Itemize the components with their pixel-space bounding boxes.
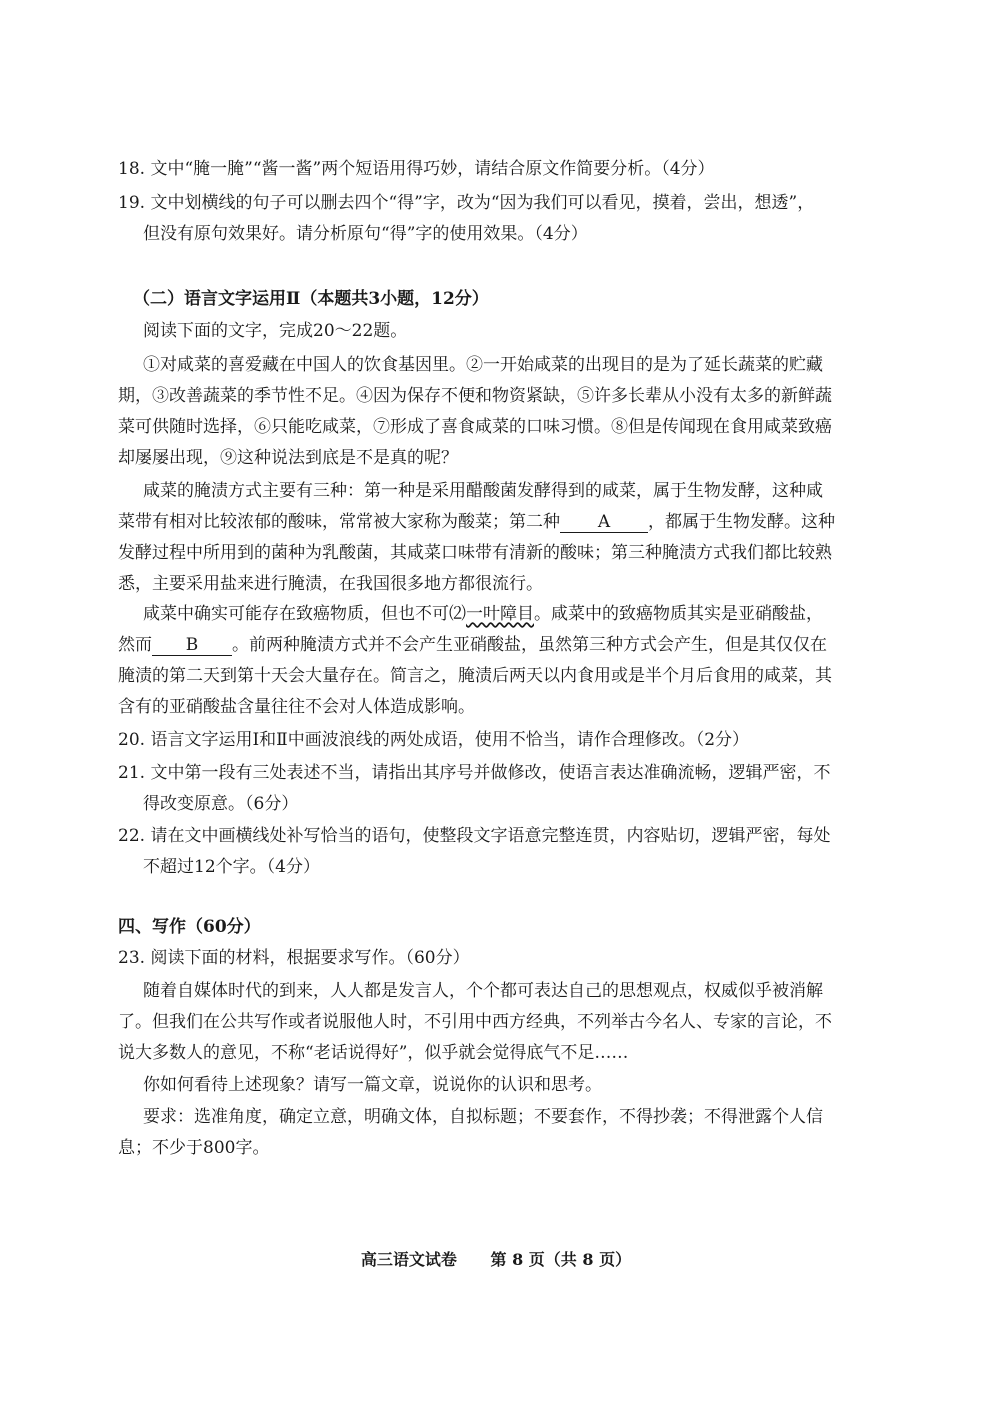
section-heading: （二）语言文字运用Ⅱ（本题共3小题，12分） [133, 289, 489, 309]
question-23 [118, 946, 470, 970]
page-footer [0, 1249, 992, 1271]
passage-line: 含有的亚硝酸盐含量往往不会对人体造成影响。 [118, 697, 475, 717]
question-text: 语言文字运用Ⅰ和Ⅱ中画波浪线的两处成语，使用不恰当，请作合理修改。（2分） [150, 730, 750, 750]
question-text: 请在文中画横线处补写恰当的语句，使整段文字语意完整连贯，内容贴切，逻辑严密，每处 [150, 826, 831, 846]
question-number: 23. [118, 948, 146, 968]
passage-text: 咸菜中确实可能存在致癌物质，但也不可⑵ [143, 604, 466, 624]
passage-line [143, 602, 823, 626]
question-text: 阅读下面的材料，根据要求写作。（60分） [150, 948, 470, 968]
material-line: 了。但我们在公共写作或者说服他人时，不引用中西方经典，不列举古今名人、专家的言论，不 [118, 1012, 832, 1032]
question-text: 文中“腌一腌”“酱一酱”两个短语用得巧妙，请结合原文作简要分析。（4分） [150, 159, 715, 179]
passage-line [118, 633, 827, 657]
requirement-line: 要求：选准角度，确定立意，明确文体，自拟标题；不要套作，不得抄袭；不得泄露个人信 [143, 1107, 823, 1127]
question-21 [118, 761, 830, 785]
question-number: 20. [118, 730, 146, 750]
passage-line: 却屡屡出现，⑨这种说法到底是不是真的呢？ [118, 448, 458, 468]
passage-text: 。前两种腌渍方式并不会产生亚硝酸盐，虽然第三种方式会产生，但是其仅仅在 [232, 635, 827, 655]
passage-line: 悉，主要采用盐来进行腌渍，在我国很多地方都很流行。 [118, 574, 543, 594]
blank-a: A [560, 512, 648, 533]
question-22 [118, 824, 830, 848]
question-number: 22. [118, 826, 146, 846]
passage-text: ，都属于生物发酵。这种 [648, 512, 835, 532]
passage-text: 。咸菜中的致癌物质其实是亚硝酸盐， [534, 604, 823, 624]
passage-line: 期，③改善蔬菜的季节性不足。④因为保存不便和物资紧缺，⑤许多长辈从小没有太多的新鲜蔬 [118, 386, 832, 406]
passage-text: 然而 [118, 635, 152, 655]
passage-line: ①对咸菜的喜爱藏在中国人的饮食基因里。②一开始咸菜的出现目的是为了延长蔬菜的贮藏 [143, 355, 823, 375]
question-21-cont: 得改变原意。（6分） [143, 794, 299, 814]
section-instruction: 阅读下面的文字，完成20～22题。 [143, 321, 408, 341]
question-number: 18. [118, 159, 146, 179]
question-text: 文中划横线的句子可以删去四个“得”字，改为“因为我们可以看见，摸着，尝出，想透”， [150, 193, 815, 213]
blank-b: B [152, 635, 232, 656]
passage-line: 发酵过程中所用到的菌种为乳酸菌，其咸菜口味带有清新的酸味；第三种腌渍方式我们都比较熟 [118, 543, 832, 563]
material-line: 你如何看待上述现象？请写一篇文章，说说你的认识和思考。 [143, 1075, 602, 1095]
question-19-cont: 但没有原句效果好。请分析原句“得”字的使用效果。（4分） [143, 224, 588, 244]
passage-line [118, 510, 835, 534]
passage-line: 菜可供随时选择，⑥只能吃咸菜，⑦形成了喜食咸菜的口味习惯。⑧但是传闻现在食用咸菜致癌 [118, 417, 832, 437]
passage-line: 咸菜的腌渍方式主要有三种：第一种是采用醋酸菌发酵得到的咸菜，属于生物发酵，这种咸 [143, 481, 823, 501]
passage-line: 腌渍的第二天到第十天会大量存在。简言之，腌渍后两天以内食用或是半个月后食用的咸菜，其 [118, 666, 832, 686]
material-line: 说大多数人的意见，不称“老话说得好”，似乎就会觉得底气不足…… [118, 1043, 629, 1063]
question-text: 文中第一段有三处表述不当，请指出其序号并做修改，使语言表达准确流畅，逻辑严密，不 [150, 763, 831, 783]
question-20 [118, 728, 749, 752]
question-19 [118, 191, 814, 215]
exam-title: 高三语文试卷 [360, 1250, 457, 1269]
passage-text: 菜带有相对比较浓郁的酸味，常常被大家称为酸菜；第二种 [118, 512, 560, 532]
question-number: 21. [118, 763, 146, 783]
page-number: 第 8 页（共 8 页） [490, 1250, 632, 1269]
section-heading: 四、写作（60分） [118, 917, 261, 937]
requirement-line: 息；不少于800字。 [118, 1138, 270, 1158]
question-18 [118, 157, 715, 181]
question-22-cont: 不超过12个字。（4分） [143, 857, 320, 877]
wavy-idiom: 一叶障目 [466, 604, 534, 624]
question-number: 19. [118, 193, 146, 213]
material-line: 随着自媒体时代的到来，人人都是发言人，个个都可表达自己的思想观点，权威似乎被消解 [143, 981, 823, 1001]
